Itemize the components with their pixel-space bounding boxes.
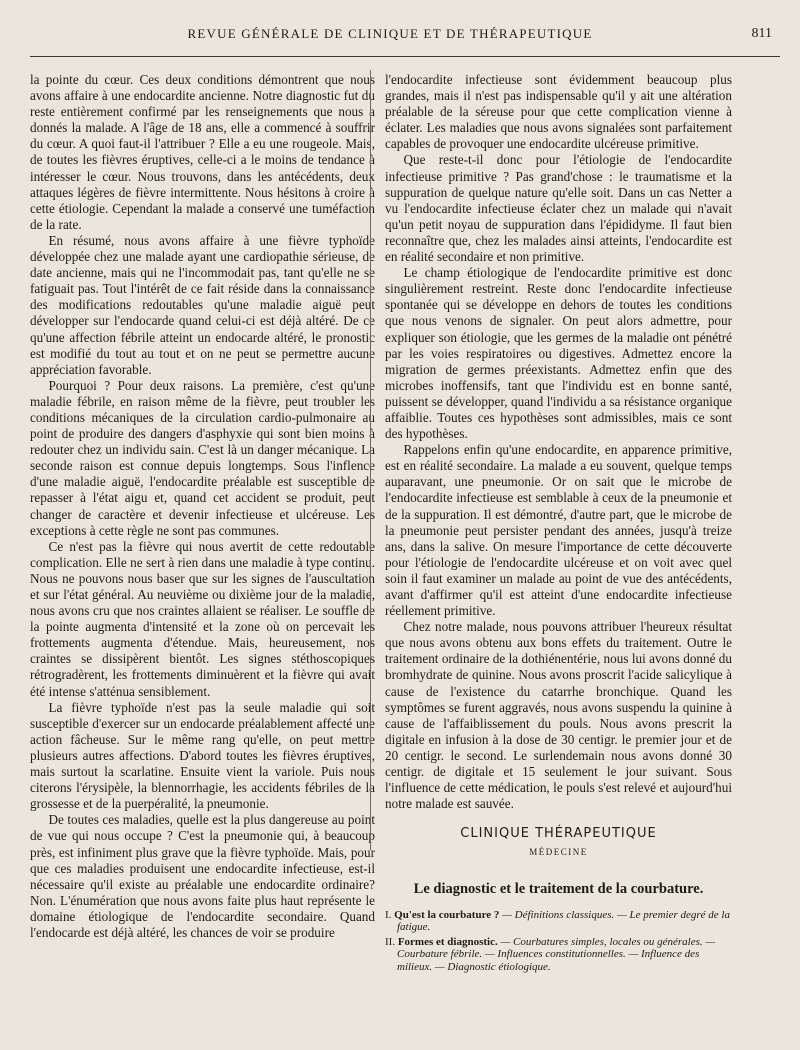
summary-item (385, 909, 732, 934)
right-column (385, 72, 732, 975)
page-number: 811 (751, 26, 772, 41)
summary-heading: Qu'est la courbature ? (394, 908, 500, 921)
summary-text: — Définitions classiques. — Le premier degré de la fatigue. (397, 908, 730, 934)
paragraph: Que reste-t-il donc pour l'étiologie de l'endocardite infectieuse primitive ? Pas grand'chose : le traumatisme et la suppuration de quelque nature qu'elle soit. Dans un cas Netter a vu l'endocardite infectieuse éclater chez un malade qui n'avait qu'un petit noyau de suppuration dans l'épididyme. Il faut bien reconnaître que, chez les malades ainsi atteints, l'endocardite est en réalité secondaire et non primitive. (385, 152, 732, 265)
section-title: CLINIQUE THÉRAPEUTIQUE (460, 826, 657, 842)
summary-heading: Formes et diagnostic. (397, 935, 498, 948)
paragraph: Pourquoi ? Pour deux raisons. La première, c'est qu'une maladie fébrile, en raison même de la fièvre, peut troubler les conditions mécaniques de la circulation cardio-pulmonaire au point de produire des dangers d'asphyxie qui sont bien moins à redouter chez un individu sain. C'est là un danger mécanique. La seconde raison est connue depuis longtemps. Sous l'inflence d'une maladie aiguë, l'endocardite préalable est susceptible de repasser à l'état aigu et, quand cet accident se produit, peut changer de caractère et devenir infectieuse et ulcéreuse. Les exceptions à cette règle ne sont pas communes. (30, 377, 375, 538)
summary-number: I. (385, 908, 392, 921)
paragraph: l'endocardite infectieuse sont évidemment beaucoup plus grandes, mais il n'est pas indispensable qu'il y ait une altération préalable de la séreuse pour que cette complication vienne à éclater. Les maladies que nous avons signalées sont parfaitement capables de provoquer une endocardite ulcéreuse primitive. (385, 72, 732, 152)
article-summary (385, 909, 732, 974)
paragraph: Le champ étiologique de l'endocardite primitive est donc singulièrement restreint. Reste donc l'endocardite infectieuse spontanée qui se développe en dehors de toutes les conditions que nous venons de signaler. On peut alors admettre, pour expliquer son étiologie, que les germes de la maladie ont pénétré par les voies respiratoires ou digestives. Admettez encore la migration de germes préexistants. Admettez enfin que des microbes inoffensifs, tant que l'individu est en bonne santé, puissent se développer, quand l'individu a sa résistance organique affaiblie. Toutes ces hypothèses sont admissibles, mais ce sont des hypothèses. (385, 265, 732, 442)
paragraph: Ce n'est pas la fièvre qui nous avertit de cette redoutable complication. Elle ne sert à rien dans une maladie à type continu. Nous ne pouvons nous baser que sur les signes de l'auscultation et sur l'état général. Au neuvième ou dixième jour de la maladie, nous avons cru que nos craintes allaient se réaliser. Le souffle de la pointe augmenta d'intensité et la zone où on percevait les frottements augmenta d'étendue. Mais, heureusement, nos craintes se dissipèrent bientôt. Les signes stéthoscopiques rétrogradèrent, les frottements diminuèrent et la fièvre qui avait été intense s'atténua sensiblement. (30, 538, 375, 699)
summary-text: — Courbatures simples, locales ou générales. — Courbature fébrile. — Influences constitutionnelles. — Influence des milieux. — Diagnostic étiologique. (397, 935, 716, 973)
running-title: REVUE GÉNÉRALE DE CLINIQUE ET DE THÉRAPEUTIQUE (187, 26, 593, 41)
article-title: Le diagnostic et le traitement de la courbature. (413, 880, 704, 897)
paragraph: Rappelons enfin qu'une endocardite, en apparence primitive, est en réalité secondaire. La malade a eu souvent, quelque temps auparavant, une pneumonie. Or on sait que le microbe de l'endocardite infectieuse est semblable à ceux de la pneumonie et de la suppuration. Il est démontré, d'autre part, que le microbe de la pneumonie peut persister pendant des années, jusqu'à treize ans, dans la salive. On mesure l'importance de cette découverte pour l'étiologie de l'endocardite ulcéreuse et on voit avec quel soin il faut examiner un malade au point de vue des antécédents, avant d'affirmer qu'il est atteint d'une endocardite infectieuse réellement primitive. (385, 442, 732, 619)
column-divider (370, 70, 371, 850)
header-rule (30, 56, 780, 57)
paragraph: De toutes ces maladies, quelle est la plus dangereuse au point de vue qui nous occupe ? C'est la pneumonie qui, à beaucoup près, est infiniment plus grave que la fièvre typhoïde. Mais, pour que ces maladies produisent une endocardite infectieuse, est-il nécessaire qu'il existe au préalable une endocardite ordinaire? Non. L'énumération que nous avons faite plus haut représente le domaine étiologique de l'endocardite secondaire. Quand l'endocarde est déjà altéré, les chances de voir se produire (30, 812, 375, 940)
paragraph: Chez notre malade, nous pouvons attribuer l'heureux résultat que nous avons obtenu aux bons effets du traitement. Outre le traitement ordinaire de la dothiénentérie, nous lui avons donné du bromhydrate de quinine. Nous avons proscrit l'acide salicylique à cause de l'existence du catarrhe bronchique. Quand les symptômes se furent aggravés, nous avons suspendu la quinine à cause de l'affaiblissement du pouls. Nous avons prescrit la digitale en infusion à la dose de 30 centigr. le premier jour et de 20 centigr. le second. Le surlendemain nous avons donné 30 centigr. de digitale et 15 seulement le jour suivant. Sous l'influence de cette médication, le pouls s'est relevé et aujourd'hui notre malade est sauvée. (385, 619, 732, 812)
paragraph: En résumé, nous avons affaire à une fièvre typhoïde développée chez une malade ayant une cardiopathie sérieuse, de date ancienne, mais qui ne l'incommodait pas, tant qu'elle ne se fatiguait pas. Tout l'intérêt de ce fait réside dans la connaissance des modifications redoutables qu'une maladie aiguë peut développer sur l'endocarde quand celui-ci est déjà altéré. De ce qu'une affection fébrile atteint un endocarde altéré, le pronostic est modifié du tout au tout et on ne peut se permettre aucune appréciation favorable. (30, 232, 375, 377)
left-column (30, 72, 375, 941)
summary-number: II. (385, 935, 396, 948)
paragraph: la pointe du cœur. Ces deux conditions démontrent que nous avons affaire à une endocardite ancienne. Notre diagnostic fut du reste entièrement confirmé par les renseignements que nous a donnés la malade. A l'âge de 18 ans, elle a commencé à souffrir du cœur. A quoi faut-il l'attribuer ? Elle a eu une rougeole. Mais, de toutes les fièvres éruptives, celle-ci a le moins de tendance à intéresser le cœur. Nous trouvons, dans les antécédents, deux attaques légères de fièvre intermittente. Nous hésitons à croire à cette étiologie. Cependant la malade a conservé une tuméfaction de la rate. (30, 72, 375, 232)
paragraph: La fièvre typhoïde n'est pas la seule maladie qui soit susceptible d'exercer sur un endocarde préalablement affecté une action fâcheuse. Sur le même rang qu'elle, on peut mettre plusieurs autres affections. D'abord toutes les fièvres éruptives, mais surtout la scarlatine. Ensuite vient la variole. Puis nous citerons l'érysipèle, la blennorrhagie, les accidents fébriles de la grossesse et de la puerpéralité, la pneumonie. (30, 699, 375, 812)
section-subtitle: MÉDECINE (529, 847, 588, 858)
summary-item (385, 936, 732, 974)
running-head (40, 24, 772, 46)
